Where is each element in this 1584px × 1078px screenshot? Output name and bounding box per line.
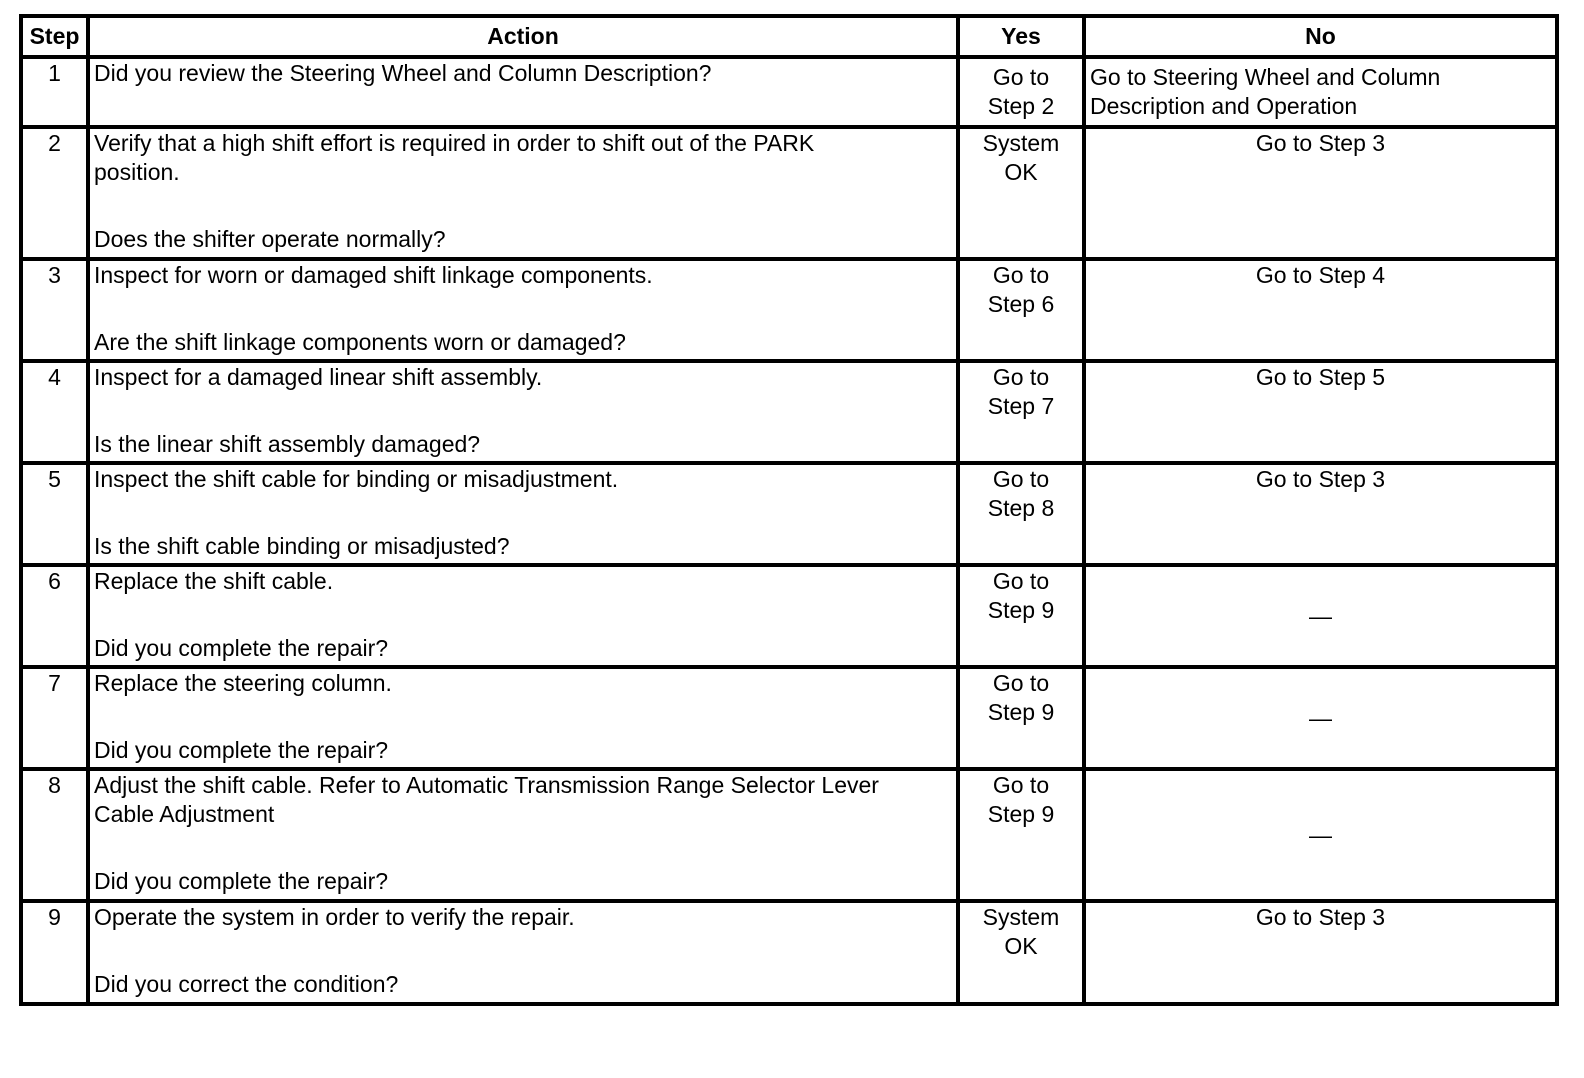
step-number: 4 <box>21 361 88 463</box>
action-cell <box>88 57 958 127</box>
no-cell <box>1084 769 1557 901</box>
yes-cell <box>958 259 1084 361</box>
action-text: Adjust the shift cable. Refer to Automatic Transmission Range Selector Lever <box>94 772 879 798</box>
action-cell <box>88 463 958 565</box>
no-line: Go to Step 5 <box>1255 364 1386 390</box>
action-cell <box>88 769 958 901</box>
no-line: Go to Steering Wheel and Column <box>1090 64 1441 90</box>
yes-cell <box>958 361 1084 463</box>
yes-line: Go to <box>992 64 1050 90</box>
no-line: Go to Step 3 <box>1255 466 1386 492</box>
yes-line: Go to <box>992 670 1050 696</box>
action-question: Does the shifter operate normally? <box>94 226 446 252</box>
no-cell <box>1084 361 1557 463</box>
no-cell <box>1084 57 1557 127</box>
step-number: 2 <box>21 127 88 259</box>
yes-line: Go to <box>992 772 1050 798</box>
yes-cell <box>958 901 1084 1004</box>
action-question: Are the shift linkage components worn or damaged? <box>94 329 626 355</box>
table-row <box>21 667 1557 769</box>
spacer <box>94 494 952 532</box>
spacer <box>94 392 952 430</box>
yes-line: Step 8 <box>987 495 1055 521</box>
spacer <box>94 932 952 970</box>
action-text: Operate the system in order to verify the repair. <box>94 904 575 930</box>
table-row <box>21 901 1557 1004</box>
action-cell <box>88 901 958 1004</box>
yes-line: Go to <box>992 568 1050 594</box>
action-question: Did you correct the condition? <box>94 971 399 997</box>
action-text: Did you review the Steering Wheel and Column Description? <box>94 60 712 86</box>
table-row <box>21 361 1557 463</box>
step-number: 8 <box>21 769 88 901</box>
yes-line: OK <box>1004 159 1038 185</box>
spacer <box>94 829 952 867</box>
table-row <box>21 259 1557 361</box>
header-yes: Yes <box>958 16 1084 57</box>
action-text: Inspect for worn or damaged shift linkage components. <box>94 262 653 288</box>
action-question: Did you complete the repair? <box>94 868 389 894</box>
action-question: Did you complete the repair? <box>94 737 389 763</box>
table-row <box>21 769 1557 901</box>
yes-line: System <box>982 904 1060 930</box>
yes-line: Step 9 <box>987 597 1055 623</box>
header-action: Action <box>88 16 958 57</box>
no-cell <box>1084 901 1557 1004</box>
yes-cell <box>958 769 1084 901</box>
no-cell <box>1084 565 1557 667</box>
action-text: position. <box>94 159 180 185</box>
action-cell <box>88 667 958 769</box>
action-text: Inspect the shift cable for binding or misadjustment. <box>94 466 619 492</box>
no-cell <box>1084 667 1557 769</box>
spacer <box>94 698 952 736</box>
yes-cell <box>958 565 1084 667</box>
yes-line: Step 2 <box>987 93 1055 119</box>
header-row <box>21 16 1557 57</box>
no-cell <box>1084 127 1557 259</box>
action-cell <box>88 259 958 361</box>
table-row <box>21 565 1557 667</box>
step-number: 7 <box>21 667 88 769</box>
spacer <box>94 290 952 328</box>
no-line: Go to Step 3 <box>1255 904 1386 930</box>
yes-line: Go to <box>992 364 1050 390</box>
header-no: No <box>1084 16 1557 57</box>
table-row <box>21 463 1557 565</box>
action-question: Is the linear shift assembly damaged? <box>94 431 481 457</box>
step-number: 9 <box>21 901 88 1004</box>
yes-line: OK <box>1004 933 1038 959</box>
action-cell <box>88 361 958 463</box>
no-dash: — <box>1309 602 1332 629</box>
yes-cell <box>958 667 1084 769</box>
yes-line: Step 9 <box>987 801 1055 827</box>
no-cell <box>1084 463 1557 565</box>
table-row <box>21 127 1557 259</box>
yes-line: Go to <box>992 262 1050 288</box>
step-number: 6 <box>21 565 88 667</box>
action-question: Is the shift cable binding or misadjusted? <box>94 533 510 559</box>
yes-cell <box>958 463 1084 565</box>
action-text: Replace the steering column. <box>94 670 392 696</box>
header-step: Step <box>21 16 88 57</box>
no-line: Description and Operation <box>1090 93 1358 119</box>
yes-line: Go to <box>992 466 1050 492</box>
action-text: Verify that a high shift effort is required in order to shift out of the PARK <box>94 130 815 156</box>
no-dash: — <box>1309 704 1332 731</box>
yes-line: Step 7 <box>987 393 1055 419</box>
no-cell <box>1084 259 1557 361</box>
step-number: 3 <box>21 259 88 361</box>
step-number: 1 <box>21 57 88 127</box>
action-text: Cable Adjustment <box>94 801 275 827</box>
no-dash: — <box>1309 821 1332 848</box>
action-question: Did you complete the repair? <box>94 635 389 661</box>
spacer <box>94 596 952 634</box>
yes-line: Step 6 <box>987 291 1055 317</box>
action-text: Replace the shift cable. <box>94 568 334 594</box>
action-cell <box>88 127 958 259</box>
yes-line: Step 9 <box>987 699 1055 725</box>
action-text: Inspect for a damaged linear shift assembly. <box>94 364 543 390</box>
yes-cell <box>958 57 1084 127</box>
diagnostic-table <box>19 14 1559 1006</box>
yes-line: System <box>982 130 1060 156</box>
spacer <box>94 187 952 225</box>
yes-cell <box>958 127 1084 259</box>
no-line: Go to Step 4 <box>1255 262 1386 288</box>
table-row <box>21 57 1557 127</box>
action-cell <box>88 565 958 667</box>
step-number: 5 <box>21 463 88 565</box>
no-line: Go to Step 3 <box>1255 130 1386 156</box>
